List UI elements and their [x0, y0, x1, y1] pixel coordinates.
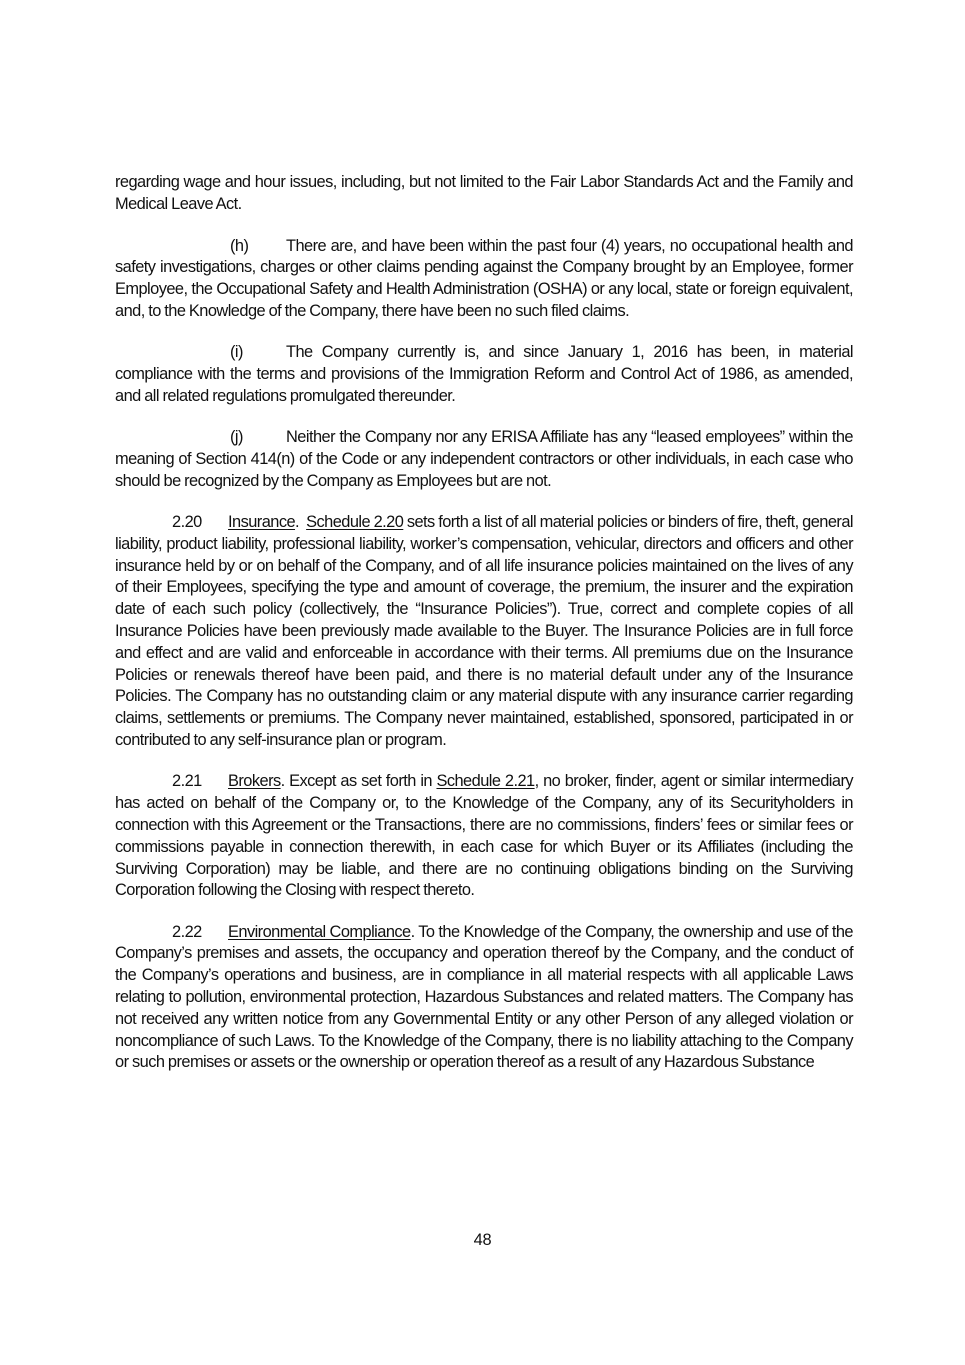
- section-number-2-21: 2.21: [172, 772, 202, 791]
- section-heading-insurance: Insurance: [228, 513, 296, 532]
- section-2-21: [115, 771, 853, 902]
- heading-punct-2-20: .: [295, 513, 300, 532]
- section-2-22: [115, 922, 853, 1075]
- heading-punct-2-22: .: [410, 922, 415, 941]
- section-heading-brokers: Brokers: [228, 772, 281, 791]
- paragraph-h: [115, 236, 853, 323]
- page-number: 48: [473, 1231, 492, 1249]
- section-2-21-text-before: Except as set forth in: [284, 772, 437, 791]
- paragraph-h-text: There are, and have been within the past four (4) years, no occupational health and safety investigations, charges or other claims pending against the Company brought by an Employee, former Employee, the Occupational Safety and Health Administration (OSHA) or any local, state or foreign equivalent, and, to the Knowledge of the Company, there have been no such filed claims.: [115, 236, 853, 320]
- subsection-marker-h: (h): [230, 236, 249, 255]
- paragraph-i-text: The Company currently is, and since January 1, 2016 has been, in material compliance with the terms and provisions of the Immigration Reform and Control Act of 1986, as amended, and all related regulations promulgated thereunder.: [115, 343, 853, 405]
- subsection-marker-i: (i): [230, 343, 243, 362]
- subsection-marker-j: (j): [230, 428, 243, 447]
- section-number-2-22: 2.22: [172, 922, 202, 941]
- document-body: [115, 172, 853, 1094]
- paragraph-i: [115, 342, 853, 407]
- schedule-ref-2-21: Schedule 2.21: [436, 772, 535, 791]
- schedule-ref-2-20: Schedule 2.20: [306, 513, 404, 532]
- paragraph-j: [115, 427, 853, 492]
- section-number-2-20: 2.20: [172, 513, 202, 532]
- section-2-21-text-after: , no broker, finder, agent or similar intermediary has acted on behalf of the Company or, to the Knowledge of the Company, any of its Securityholders in connection with this Agreement or the Transactions, there are no commissions, finders’ fees or similar fees or commissions payable in connection therewith, in each case for which Buyer or its Affiliates (including the Surviving Corporation) may be liable, and there are no continuing obligations binding on the Surviving Corporation following the Closing with respect thereto.: [115, 772, 853, 900]
- paragraph-j-text: Neither the Company nor any ERISA Affiliate has any “leased employees” within the meaning of Section 414(n) of the Code or any independent contractors or other individuals, in each case who should be recognized by the Company as Employees but are not.: [115, 428, 853, 490]
- section-2-22-text: To the Knowledge of the Company, the ownership and use of the Company’s premises and assets, the occupancy and operation thereof by the Company, and the conduct of the Company’s operations and business, are in compliance in all material respects with all applicable Laws relating to pollution, environmental protection, Hazardous Substances and related matters. The Company has not received any written notice from any Governmental Entity or any other Person of any alleged violation or noncompliance of such Laws. To the Knowledge of the Company, there is no liability attaching to the Company or such premises or assets or the ownership or operation thereof as a result of any Hazardous Substance: [115, 922, 853, 1072]
- section-2-20: [115, 512, 853, 752]
- heading-punct-2-21: .: [280, 772, 285, 791]
- section-heading-environmental-compliance: Environmental Compliance: [228, 922, 411, 941]
- paragraph-continuation: regarding wage and hour issues, including, but not limited to the Fair Labor Standards Act and the Family and Medical Leave Act.: [115, 173, 853, 213]
- section-2-20-text: sets forth a list of all material policies or binders of fire, theft, general liability, product liability, professional liability, worker’s compensation, vehicular, directors and officers and other insurance held by or on behalf of the Company, and of all life insurance policies maintained on the lives of any of their Employees, specifying the type and amount of coverage, the premium, the insurer and the expiration date of each such policy (collectively, the “Insurance Policies”). True, correct and complete copies of all Insurance Policies have been previously made available to the Buyer. The Insurance Policies are in full force and effect and are valid and enforceable in accordance with their terms. All premiums due on the Insurance Policies or renewals thereof have been paid, and there is no material default under any of the Insurance Policies. The Company has no outstanding claim or any material dispute with any insurance carrier regarding claims, settlements or premiums. The Company never maintained, established, sponsored, participated in or contributed to any self-insurance plan or program.: [115, 513, 853, 750]
